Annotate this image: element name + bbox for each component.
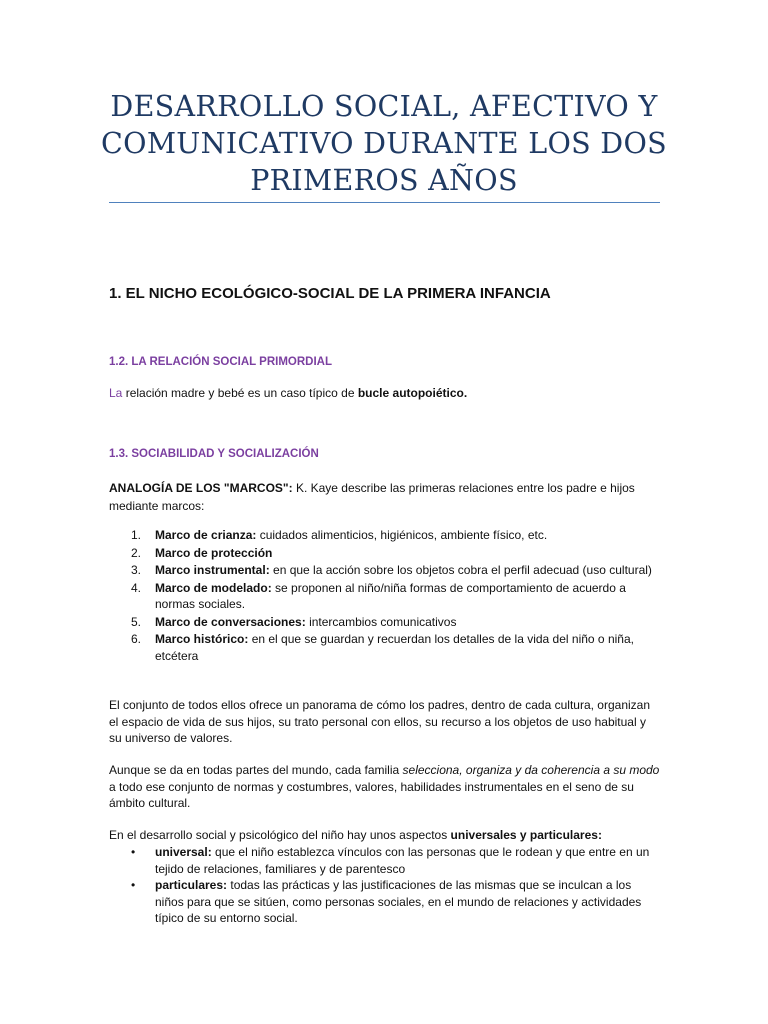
list-item-term: Marco histórico: (155, 632, 249, 646)
list-number: 6. (131, 632, 142, 646)
list-item (109, 545, 661, 562)
family-paragraph-start: Aunque se da en todas partes del mundo, cada familia (109, 763, 403, 777)
list-item-text: se proponen al niño/niña formas de comportamiento de acuerdo a normas sociales. (155, 580, 626, 611)
culture-paragraph: El conjunto de todos ellos ofrece un panorama de cómo los padres, dentro de cada cultura, organizan el espacio de vida de sus hijos, su trato personal con ellos, su recurso a los objetos de uso habitual y su universo de valores. (109, 698, 651, 745)
list-item-term: Marco de conversaciones: (155, 614, 306, 629)
list-item (109, 562, 661, 579)
list-item-text: en que la acción sobre los objetos cobra el perfil adecuad (uso cultural) (269, 563, 652, 577)
section-1-heading: 1. EL NICHO ECOLÓGICO-SOCIAL DE LA PRIMERA INFANCIA (109, 285, 551, 302)
bullet-icon: • (131, 878, 136, 892)
list-item (109, 877, 661, 927)
list-item-text: en el que se guardan y recuerdan los detalles de la vida del niño o niña, etcétera (155, 632, 634, 663)
list-item-term: Marco de crianza: (155, 528, 257, 542)
title-line-3: PRIMEROS AÑOS (250, 164, 518, 197)
list-item (109, 580, 661, 613)
section-1-3-heading: 1.3. SOCIABILIDAD Y SOCIALIZACIÓN (109, 448, 319, 460)
list-number: 2. (131, 545, 142, 560)
list-item-text: que el niño establezca vínculos con las personas que le rodean y que entre en un tejido de relaciones, familiares y de parentesco (155, 845, 650, 876)
document-title (0, 88, 768, 199)
list-item (109, 527, 661, 544)
frames-intro-paragraph (109, 479, 661, 515)
family-paragraph-end: a todo ese conjunto de normas y costumbres, valores, habilidades instrumentales en el seno de su ámbito cultural. (109, 779, 634, 810)
frames-intro-text: K. Kaye describe las primeras relaciones entre los padre e hijos mediante marcos: (109, 481, 635, 513)
family-paragraph-italic: selecciona, organiza y da coherencia a su modo (402, 763, 660, 777)
aspects-intro-bold: universales y particulares: (450, 828, 602, 842)
section-1-2-heading: 1.2. LA RELACIÓN SOCIAL PRIMORDIAL (109, 356, 332, 368)
section-1-2-paragraph (109, 385, 661, 402)
list-item (109, 844, 661, 877)
list-number: 5. (131, 614, 142, 629)
family-paragraph (109, 762, 661, 812)
list-item-term: particulares: (155, 878, 228, 892)
list-item (109, 614, 661, 631)
frames-numbered-list (109, 527, 661, 665)
aspects-intro-paragraph (109, 827, 661, 844)
aspects-bullet-list (109, 844, 661, 927)
paragraph-lead-word: La (109, 386, 123, 400)
paragraph-text: relación madre y bebé es un caso típico de (122, 386, 358, 400)
list-item-term: Marco de protección (155, 545, 273, 560)
list-number: 1. (131, 528, 142, 542)
list-item-term: universal: (155, 845, 212, 859)
title-line-1: DESARROLLO SOCIAL, AFECTIVO Y (110, 90, 658, 123)
list-item-term: Marco instrumental: (155, 563, 270, 577)
paragraph-bold-term: bucle autopoiético. (357, 386, 468, 400)
list-item-term: Marco de modelado: (155, 580, 272, 595)
frames-intro-bold: ANALOGÍA DE LOS "MARCOS": (109, 481, 293, 495)
list-item-text: cuidados alimenticios, higiénicos, ambiente físico, etc. (256, 528, 548, 542)
title-underline-divider (109, 202, 660, 203)
list-number: 3. (131, 563, 142, 577)
list-item-text: intercambios comunicativos (305, 614, 457, 629)
bullet-icon: • (131, 845, 136, 859)
aspects-intro-text: En el desarrollo social y psicológico del niño hay unos aspectos (109, 828, 451, 842)
list-item-text: todas las prácticas y las justificaciones de las mismas que se inculcan a los niños para que se sitúen, como personas sociales, en el mundo de relaciones y actividades típico de su entorno social. (155, 878, 642, 925)
title-line-2: COMUNICATIVO DURANTE LOS DOS (101, 127, 667, 160)
list-item (109, 631, 661, 664)
list-number: 4. (131, 580, 142, 595)
